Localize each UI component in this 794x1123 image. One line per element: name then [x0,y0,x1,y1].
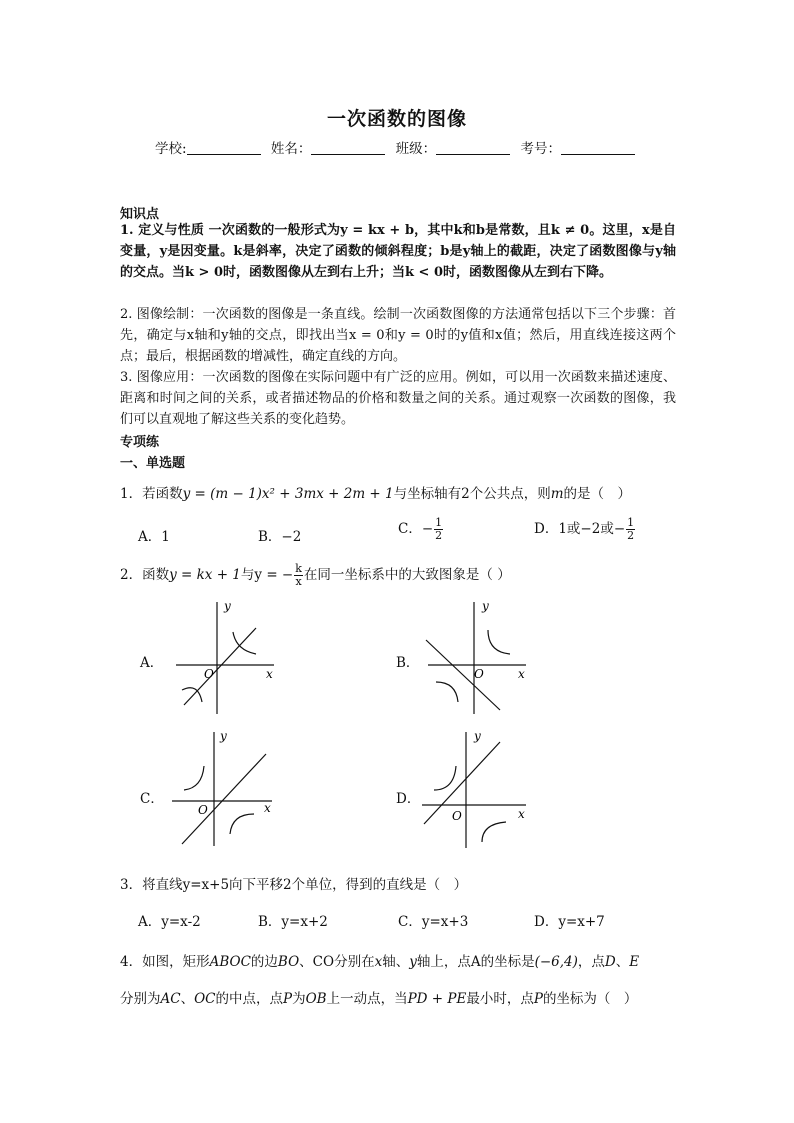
graph-b-line [426,640,500,710]
question-3: 3．将直线y=x+5向下平移2个单位，得到的直线是（ ） [120,877,468,893]
q4-t2: 的边 [250,954,278,970]
school-label: 学校: [155,141,187,157]
q1-option-d[interactable] [534,517,636,542]
q1-d-fraction [626,517,635,542]
graph-b-origin: O [474,667,484,681]
graph-a-origin: O [204,667,214,681]
graph-b-hyperbola-upper [488,630,510,654]
q4-p2: P [533,991,543,1007]
q2-option-b[interactable]: B． [396,655,420,671]
graph-a-line [184,628,256,705]
q1-d-den: 2 [627,529,635,542]
knowledge-point-2: 2. 图像绘制：一次函数的图像是一条直线。绘制一次函数图像的方法通常包括以下三个步骤：首先，确定与x轴和y轴的交点，即找出当x = 0和y = 0时的y值和x值；然后，用直线连接这两个点；最后，根据函数的增减性，确定直线的方向。 [120,307,676,364]
graph-d-origin: O [452,809,462,823]
q4-x: x [374,954,383,970]
q4-rect: ABOC [209,954,251,970]
q4-t7: 分别为 [120,991,161,1007]
graph-a-x-label: x [266,667,273,681]
q2-prefix: 2．函数 [120,567,170,583]
q4-t6: ，点 [577,954,605,970]
section-single-choice: 一、单选题 [120,456,186,471]
q4-t11: 上一动点，当 [326,991,408,1007]
q4-t1: 4．如图，矩形 [120,954,210,970]
q4-t10: 为 [292,991,306,1007]
graph-b [422,598,532,716]
q2-fraction [294,563,303,588]
q3-option-c[interactable]: C．y=x+3 [398,914,469,930]
q1-d-label: D．1或−2或− [534,521,626,537]
q1-expression: y = (m − 1)x² + 3mx + 2m + 1 [182,486,394,502]
class-label: 班级： [395,141,437,157]
class-blank[interactable] [436,142,510,155]
q4-t9: 的中点，点 [215,991,283,1007]
q2-expression: y = kx + 1 [169,567,241,583]
school-blank[interactable] [187,142,261,155]
q2-option-d[interactable]: D． [396,791,421,807]
q4-t3: 、CO分别在 [299,954,375,970]
name-blank[interactable] [311,142,385,155]
graph-d-line [424,742,500,824]
q4-t4: 轴、 [382,954,410,970]
graph-c-origin: O [198,803,208,817]
q4-sum: PD + PE [407,991,467,1007]
graph-c-hyperbola-upper [184,766,204,790]
q1-suffix: 与坐标轴有2个公共点，则 [393,486,551,502]
graph-a [170,598,280,716]
q4-e: E [629,954,640,970]
q1-c-den: 2 [435,529,443,542]
question-1 [120,482,631,502]
q4-t5: 轴上，点A的坐标是 [416,954,535,970]
graph-c-y-label: y [220,729,227,743]
q1-d-num: 1 [627,516,635,529]
graph-d-hyperbola-lower [482,822,506,842]
q4-y: y [409,954,417,970]
graph-b-y-label: y [482,599,489,613]
question-4-line-2 [120,987,690,1007]
q2-frac-den: x [295,575,302,588]
graph-b-x-label: x [518,667,525,681]
practice-heading: 专项练 [120,435,160,450]
q1-prefix: 1．若函数 [120,486,183,502]
graph-c-x-label: x [264,801,271,815]
graph-d-hyperbola-upper [434,766,456,790]
graph-b-hyperbola-lower [436,682,458,702]
q1-option-c[interactable] [398,517,444,542]
q1-option-a[interactable]: A．1 [138,529,170,545]
q1-c-num: 1 [435,516,443,529]
q4-oc: OC [194,991,216,1007]
page-title: 一次函数的图像 [326,108,467,130]
q2-mid: 与y = − [240,567,294,583]
graph-c-hyperbola-lower [230,814,254,834]
q4-p: P [283,991,293,1007]
q4-ac: AC [160,991,181,1007]
q4-t8: 、 [180,991,195,1007]
question-2 [120,563,511,588]
graph-d-y-label: y [474,729,481,743]
knowledge-heading: 知识点 [120,207,160,222]
exam-no-blank[interactable] [561,142,635,155]
graph-a-hyperbola-upper [233,632,256,654]
knowledge-point-3: 3. 图像应用：一次函数的图像在实际问题中有广泛的应用。例如，可以用一次函数来描述速度、距离和时间之间的关系，或者描述物品的价格和数量之间的关系。通过观察一次函数的图像，我们可以直观地了解这些关系的变化趋势。 [120,370,676,427]
q3-option-b[interactable]: B．y=x+2 [258,914,328,930]
graph-d [418,728,532,850]
q4-t12: 最小时，点 [466,991,534,1007]
student-info-line [0,137,794,157]
graph-d-x-label: x [518,807,525,821]
q4-d: D [604,954,616,970]
knowledge-point-1: 1. 定义与性质 一次函数的一般形式为y = kx + b，其中k和b是常数，且k ≠ 0。这里，x是自变量，y是因变量。k是斜率，决定了函数的倾斜程度；b是y轴上的截距，决定了函数图像与y轴的交点。当k > 0时，函数图像从左到右上升；当k < 0时，函数图像从左到右下降。 [120,223,676,280]
q4-ob: OB [305,991,327,1007]
q2-frac-num: k [295,562,302,575]
q1-c-label: C．− [398,521,434,537]
q1-var: m [550,486,564,502]
graph-c-line [182,754,266,844]
q4-t13: 的坐标为（ ） [542,991,638,1007]
q1-c-fraction [434,517,443,542]
name-label: 姓名： [270,141,312,157]
graph-a-hyperbola-lower [182,688,202,702]
q4-bo: BO [277,954,300,970]
question-4-line-1 [120,950,690,970]
q3-option-a[interactable]: A．y=x-2 [138,914,201,930]
q4-sep: 、 [615,954,630,970]
q1-option-b[interactable]: B．−2 [258,529,302,545]
graph-c [168,728,278,848]
q3-option-d[interactable]: D．y=x+7 [534,914,605,930]
q2-option-c[interactable]: C． [140,791,164,807]
q2-suffix: 在同一坐标系中的大致图象是（ ） [303,567,511,583]
q2-option-a[interactable]: A． [140,655,164,671]
exam-no-label: 考号： [520,141,561,157]
q4-coord: (−6,4) [534,954,578,970]
q1-end: 的是（ ） [563,486,632,502]
graph-a-y-label: y [224,599,231,613]
